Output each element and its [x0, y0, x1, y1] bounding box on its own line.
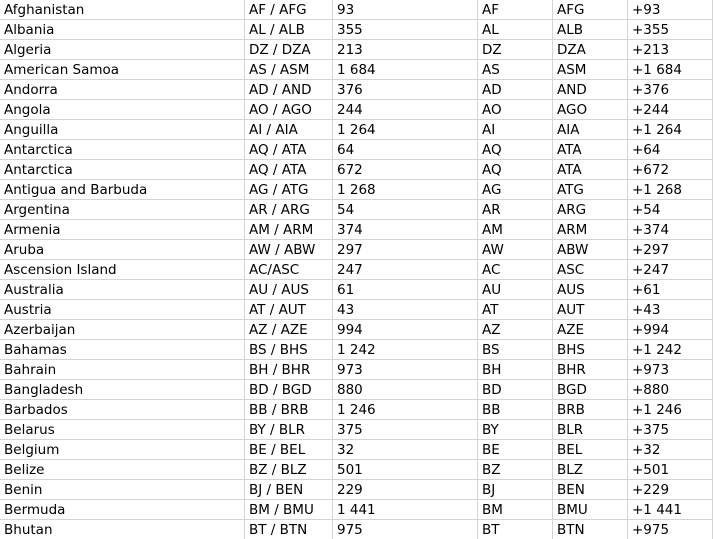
iso3-cell[interactable]: BLZ [553, 460, 628, 480]
dial-code-cell[interactable]: 376 [333, 80, 478, 100]
country-name-cell[interactable]: Barbados [0, 400, 245, 420]
iso2-cell[interactable]: AG [478, 180, 553, 200]
table-row [0, 440, 713, 460]
dial-code-cell[interactable]: 501 [333, 460, 478, 480]
iso3-cell[interactable]: AGO [553, 100, 628, 120]
country-name-cell[interactable]: American Samoa [0, 60, 245, 80]
iso2-cell[interactable]: AT [478, 300, 553, 320]
iso-codes-cell[interactable]: BJ / BEN [245, 480, 333, 500]
iso2-cell[interactable]: BD [478, 380, 553, 400]
iso-codes-cell[interactable]: AG / ATG [245, 180, 333, 200]
iso2-cell[interactable]: BZ [478, 460, 553, 480]
dial-prefix-cell[interactable]: +1 246 [628, 400, 713, 420]
iso-codes-cell[interactable]: BY / BLR [245, 420, 333, 440]
iso3-cell[interactable]: ARM [553, 220, 628, 240]
iso3-cell[interactable]: AUS [553, 280, 628, 300]
iso-codes-cell[interactable]: AR / ARG [245, 200, 333, 220]
country-name-cell[interactable]: Ascension Island [0, 260, 245, 280]
dial-code-cell[interactable]: 64 [333, 140, 478, 160]
dial-prefix-cell[interactable]: +672 [628, 160, 713, 180]
dial-prefix-cell[interactable]: +1 441 [628, 500, 713, 520]
country-name-cell[interactable]: Angola [0, 100, 245, 120]
country-name-cell[interactable]: Belize [0, 460, 245, 480]
table-row [0, 420, 713, 440]
iso-codes-cell[interactable]: AM / ARM [245, 220, 333, 240]
country-name-cell[interactable]: Azerbaijan [0, 320, 245, 340]
dial-prefix-cell[interactable]: +247 [628, 260, 713, 280]
iso3-cell[interactable]: ASC [553, 260, 628, 280]
dial-prefix-cell[interactable]: +61 [628, 280, 713, 300]
dial-code-cell[interactable]: 994 [333, 320, 478, 340]
dial-code-cell[interactable]: 880 [333, 380, 478, 400]
dial-prefix-cell[interactable]: +54 [628, 200, 713, 220]
dial-prefix-cell[interactable]: +376 [628, 80, 713, 100]
dial-code-cell[interactable]: 672 [333, 160, 478, 180]
iso3-cell[interactable]: BTN [553, 520, 628, 539]
iso3-cell[interactable]: BEL [553, 440, 628, 460]
table-row [0, 20, 713, 40]
iso-codes-cell[interactable]: AO / AGO [245, 100, 333, 120]
iso3-cell[interactable]: AUT [553, 300, 628, 320]
iso3-cell[interactable]: BHS [553, 340, 628, 360]
country-name-cell[interactable]: Afghanistan [0, 0, 245, 20]
table-row [0, 160, 713, 180]
iso2-cell[interactable]: AM [478, 220, 553, 240]
iso-codes-cell[interactable]: AQ / ATA [245, 140, 333, 160]
dial-code-cell[interactable]: 297 [333, 240, 478, 260]
table-row [0, 400, 713, 420]
iso3-cell[interactable]: ABW [553, 240, 628, 260]
iso3-cell[interactable]: ASM [553, 60, 628, 80]
country-name-cell[interactable]: Bangladesh [0, 380, 245, 400]
dial-code-cell[interactable]: 1 242 [333, 340, 478, 360]
dial-code-cell[interactable]: 973 [333, 360, 478, 380]
dial-prefix-cell[interactable]: +1 684 [628, 60, 713, 80]
dial-prefix-cell[interactable]: +975 [628, 520, 713, 539]
iso3-cell[interactable]: AND [553, 80, 628, 100]
iso-codes-cell[interactable]: BT / BTN [245, 520, 333, 539]
dial-code-cell[interactable]: 375 [333, 420, 478, 440]
iso-codes-cell[interactable]: BE / BEL [245, 440, 333, 460]
iso-codes-cell[interactable]: AC/ASC [245, 260, 333, 280]
iso-codes-cell[interactable]: BB / BRB [245, 400, 333, 420]
iso2-cell[interactable]: BT [478, 520, 553, 539]
iso3-cell[interactable]: BGD [553, 380, 628, 400]
table-row [0, 240, 713, 260]
country-name-cell[interactable]: Bhutan [0, 520, 245, 539]
iso3-cell[interactable]: ALB [553, 20, 628, 40]
iso2-cell[interactable]: AR [478, 200, 553, 220]
table-row [0, 300, 713, 320]
iso3-cell[interactable]: BLR [553, 420, 628, 440]
iso3-cell[interactable]: AIA [553, 120, 628, 140]
dial-prefix-cell[interactable]: +93 [628, 0, 713, 20]
iso-codes-cell[interactable]: BS / BHS [245, 340, 333, 360]
dial-prefix-cell[interactable]: +355 [628, 20, 713, 40]
dial-prefix-cell[interactable]: +994 [628, 320, 713, 340]
dial-code-cell[interactable]: 1 684 [333, 60, 478, 80]
country-name-cell[interactable]: Albania [0, 20, 245, 40]
dial-prefix-cell[interactable]: +973 [628, 360, 713, 380]
iso2-cell[interactable]: AF [478, 0, 553, 20]
table-row [0, 140, 713, 160]
iso3-cell[interactable]: BMU [553, 500, 628, 520]
dial-code-cell[interactable]: 32 [333, 440, 478, 460]
table-row [0, 520, 713, 539]
dial-prefix-cell[interactable]: +1 242 [628, 340, 713, 360]
table-row [0, 200, 713, 220]
iso2-cell[interactable]: AQ [478, 140, 553, 160]
country-name-cell[interactable]: Algeria [0, 40, 245, 60]
country-name-cell[interactable]: Anguilla [0, 120, 245, 140]
table-row [0, 220, 713, 240]
iso-codes-cell[interactable]: AQ / ATA [245, 160, 333, 180]
dial-prefix-cell[interactable]: +501 [628, 460, 713, 480]
dial-code-cell[interactable]: 43 [333, 300, 478, 320]
iso-codes-cell[interactable]: DZ / DZA [245, 40, 333, 60]
iso-codes-cell[interactable]: BM / BMU [245, 500, 333, 520]
iso2-cell[interactable]: BH [478, 360, 553, 380]
country-name-cell[interactable]: Armenia [0, 220, 245, 240]
dial-prefix-cell[interactable]: +880 [628, 380, 713, 400]
iso-codes-cell[interactable]: AI / AIA [245, 120, 333, 140]
dial-prefix-cell[interactable]: +375 [628, 420, 713, 440]
iso2-cell[interactable]: AC [478, 260, 553, 280]
iso-codes-cell[interactable]: AS / ASM [245, 60, 333, 80]
dial-prefix-cell[interactable]: +297 [628, 240, 713, 260]
table-row [0, 60, 713, 80]
table-row [0, 280, 713, 300]
dial-code-cell[interactable]: 61 [333, 280, 478, 300]
dial-code-cell[interactable]: 1 264 [333, 120, 478, 140]
dial-code-cell[interactable]: 244 [333, 100, 478, 120]
iso-codes-cell[interactable]: AD / AND [245, 80, 333, 100]
iso2-cell[interactable]: AS [478, 60, 553, 80]
iso-codes-cell[interactable]: AW / ABW [245, 240, 333, 260]
iso2-cell[interactable]: BE [478, 440, 553, 460]
table-row [0, 260, 713, 280]
table-row [0, 480, 713, 500]
country-name-cell[interactable]: Belgium [0, 440, 245, 460]
country-name-cell[interactable]: Argentina [0, 200, 245, 220]
dial-prefix-cell[interactable]: +374 [628, 220, 713, 240]
dial-code-cell[interactable]: 374 [333, 220, 478, 240]
iso3-cell[interactable]: AFG [553, 0, 628, 20]
iso3-cell[interactable]: DZA [553, 40, 628, 60]
iso2-cell[interactable]: AW [478, 240, 553, 260]
iso2-cell[interactable]: AD [478, 80, 553, 100]
country-name-cell[interactable]: Bermuda [0, 500, 245, 520]
table-row [0, 40, 713, 60]
dial-code-cell[interactable]: 975 [333, 520, 478, 539]
dial-prefix-cell[interactable]: +213 [628, 40, 713, 60]
dial-code-cell[interactable]: 355 [333, 20, 478, 40]
table-row [0, 320, 713, 340]
iso-codes-cell[interactable]: BH / BHR [245, 360, 333, 380]
iso-codes-cell[interactable]: BZ / BLZ [245, 460, 333, 480]
table-row [0, 80, 713, 100]
table-row [0, 500, 713, 520]
iso2-cell[interactable]: BB [478, 400, 553, 420]
iso3-cell[interactable]: BHR [553, 360, 628, 380]
iso3-cell[interactable]: BEN [553, 480, 628, 500]
iso3-cell[interactable]: ATA [553, 140, 628, 160]
dial-code-cell[interactable]: 247 [333, 260, 478, 280]
dial-prefix-cell[interactable]: +43 [628, 300, 713, 320]
table-row [0, 0, 713, 20]
dial-code-cell[interactable]: 1 246 [333, 400, 478, 420]
iso-codes-cell[interactable]: AT / AUT [245, 300, 333, 320]
dial-code-cell[interactable]: 213 [333, 40, 478, 60]
iso2-cell[interactable]: BJ [478, 480, 553, 500]
country-name-cell[interactable]: Aruba [0, 240, 245, 260]
iso2-cell[interactable]: BM [478, 500, 553, 520]
iso2-cell[interactable]: DZ [478, 40, 553, 60]
dial-prefix-cell[interactable]: +64 [628, 140, 713, 160]
country-name-cell[interactable]: Benin [0, 480, 245, 500]
iso3-cell[interactable]: AZE [553, 320, 628, 340]
country-name-cell[interactable]: Australia [0, 280, 245, 300]
country-name-cell[interactable]: Bahamas [0, 340, 245, 360]
table-row [0, 460, 713, 480]
dial-prefix-cell[interactable]: +1 268 [628, 180, 713, 200]
country-name-cell[interactable]: Antarctica [0, 160, 245, 180]
iso2-cell[interactable]: AU [478, 280, 553, 300]
iso2-cell[interactable]: BY [478, 420, 553, 440]
iso2-cell[interactable]: AO [478, 100, 553, 120]
iso-codes-cell[interactable]: AL / ALB [245, 20, 333, 40]
table-row [0, 120, 713, 140]
iso3-cell[interactable]: ATG [553, 180, 628, 200]
dial-prefix-cell[interactable]: +229 [628, 480, 713, 500]
country-name-cell[interactable]: Antigua and Barbuda [0, 180, 245, 200]
dial-prefix-cell[interactable]: +1 264 [628, 120, 713, 140]
country-name-cell[interactable]: Belarus [0, 420, 245, 440]
iso2-cell[interactable]: AZ [478, 320, 553, 340]
dial-code-cell[interactable]: 93 [333, 0, 478, 20]
iso3-cell[interactable]: ATA [553, 160, 628, 180]
table-row [0, 340, 713, 360]
dial-prefix-cell[interactable]: +244 [628, 100, 713, 120]
dial-code-cell[interactable]: 1 268 [333, 180, 478, 200]
iso2-cell[interactable]: AL [478, 20, 553, 40]
country-name-cell[interactable]: Andorra [0, 80, 245, 100]
country-name-cell[interactable]: Austria [0, 300, 245, 320]
country-name-cell[interactable]: Antarctica [0, 140, 245, 160]
iso2-cell[interactable]: BS [478, 340, 553, 360]
iso3-cell[interactable]: BRB [553, 400, 628, 420]
iso2-cell[interactable]: AQ [478, 160, 553, 180]
table-row [0, 360, 713, 380]
iso-codes-cell[interactable]: AU / AUS [245, 280, 333, 300]
country-name-cell[interactable]: Bahrain [0, 360, 245, 380]
iso2-cell[interactable]: AI [478, 120, 553, 140]
dial-code-cell[interactable]: 54 [333, 200, 478, 220]
dial-code-cell[interactable]: 229 [333, 480, 478, 500]
table-row [0, 380, 713, 400]
iso-codes-cell[interactable]: AZ / AZE [245, 320, 333, 340]
iso-codes-cell[interactable]: BD / BGD [245, 380, 333, 400]
dial-prefix-cell[interactable]: +32 [628, 440, 713, 460]
iso-codes-cell[interactable]: AF / AFG [245, 0, 333, 20]
table-row [0, 100, 713, 120]
dial-code-cell[interactable]: 1 441 [333, 500, 478, 520]
iso3-cell[interactable]: ARG [553, 200, 628, 220]
table-row [0, 180, 713, 200]
